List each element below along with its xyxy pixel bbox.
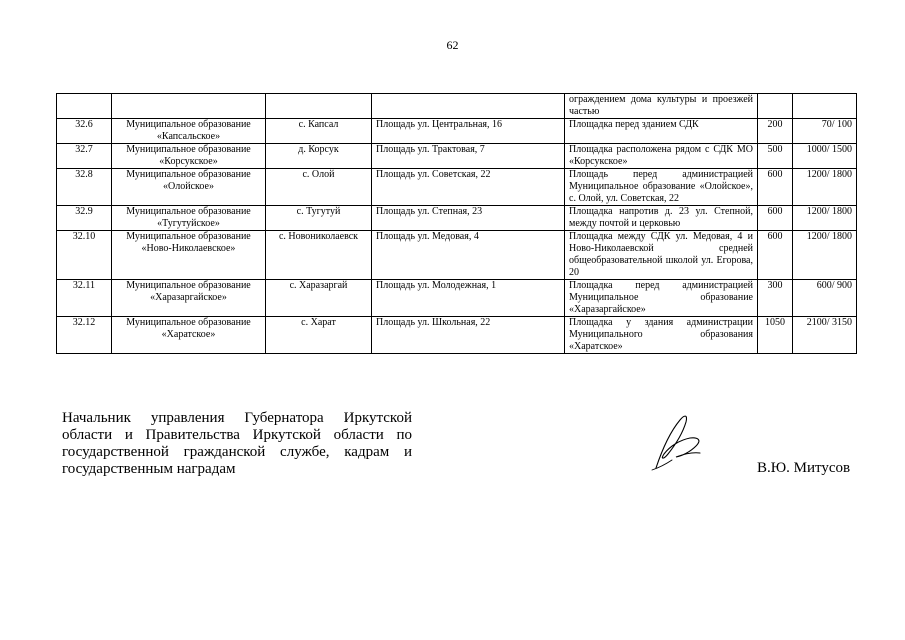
table-row [57,94,857,119]
settlement-name: с. Харат [266,317,372,354]
settlement-name: с. Тугутуй [266,206,372,231]
settlement-name: с. Новониколаевск [266,231,372,280]
municipality-name: Муниципальное образование «Тугутуйское» [112,206,266,231]
settlement-name: с. Капсал [266,119,372,144]
venue-description: Площадка перед администрацией Муниципальное образование «Харазаргайское» [565,280,758,317]
venue-description: ограждением дома культуры и проезжей частью [565,94,758,119]
capacity-value: 2100/ 3150 [793,317,857,354]
settlement-name: д. Корсук [266,144,372,169]
area-value: 600 [758,169,793,206]
row-number: 32.10 [57,231,112,280]
municipality-name: Муниципальное образование «Харазаргайское» [112,280,266,317]
settlement-name: с. Харазаргай [266,280,372,317]
table-row [57,119,857,144]
venue-description: Площадка расположена рядом с СДК МО «Корсукское» [565,144,758,169]
settlement-name: с. Олой [266,169,372,206]
venue-address: Площадь ул. Степная, 23 [372,206,565,231]
venue-address: Площадь ул. Трактовая, 7 [372,144,565,169]
area-value [758,94,793,119]
area-value: 200 [758,119,793,144]
venue-address: Площадь ул. Школьная, 22 [372,317,565,354]
venue-description: Площадка между СДК ул. Медовая, 4 и Ново-Николаевской средней общеобразовательной школой ул. Егорова, 20 [565,231,758,280]
municipality-name: Муниципальное образование «Олойское» [112,169,266,206]
venue-description: Площадка перед зданием СДК [565,119,758,144]
settlement-name [266,94,372,119]
venue-address [372,94,565,119]
capacity-value: 1000/ 1500 [793,144,857,169]
table-row [57,280,857,317]
capacity-value: 1200/ 1800 [793,169,857,206]
row-number: 32.9 [57,206,112,231]
capacity-value [793,94,857,119]
municipality-name: Муниципальное образование «Капсальское» [112,119,266,144]
table-row [57,317,857,354]
row-number [57,94,112,119]
table-row [57,231,857,280]
municipality-name: Муниципальное образование «Ново-Николаевское» [112,231,266,280]
capacity-value: 600/ 900 [793,280,857,317]
venue-address: Площадь ул. Медовая, 4 [372,231,565,280]
row-number: 32.11 [57,280,112,317]
venue-description: Площадка напротив д. 23 ул. Степной, между почтой и церковью [565,206,758,231]
area-value: 600 [758,231,793,280]
row-number: 32.7 [57,144,112,169]
row-number: 32.6 [57,119,112,144]
venue-description: Площадка у здания администрации Муниципального образования «Харатское» [565,317,758,354]
capacity-value: 1200/ 1800 [793,231,857,280]
municipality-name [112,94,266,119]
area-value: 1050 [758,317,793,354]
venue-description: Площадь перед администрацией Муниципальное образование «Олойское», с. Олой, ул. Советская, 22 [565,169,758,206]
municipality-name: Муниципальное образование «Харатское» [112,317,266,354]
venue-address: Площадь ул. Советская, 22 [372,169,565,206]
capacity-value: 1200/ 1800 [793,206,857,231]
municipality-name: Муниципальное образование «Корсукское» [112,144,266,169]
row-number: 32.12 [57,317,112,354]
venue-address: Площадь ул. Центральная, 16 [372,119,565,144]
table-row [57,169,857,206]
row-number: 32.8 [57,169,112,206]
capacity-value: 70/ 100 [793,119,857,144]
area-value: 300 [758,280,793,317]
signer-name: В.Ю. Митусов [757,460,851,476]
handwritten-signature [646,410,710,472]
table-row [57,206,857,231]
area-value: 500 [758,144,793,169]
registry-table [56,93,857,354]
table-row [57,144,857,169]
venue-address: Площадь ул. Молодежная, 1 [372,280,565,317]
signatory-position: Начальник управления Губернатора Иркутской области и Правительства Иркутской области по государственной гражданской службе, кадрам и государственным наградам [62,410,412,477]
area-value: 600 [758,206,793,231]
page-number: 62 [446,38,459,52]
